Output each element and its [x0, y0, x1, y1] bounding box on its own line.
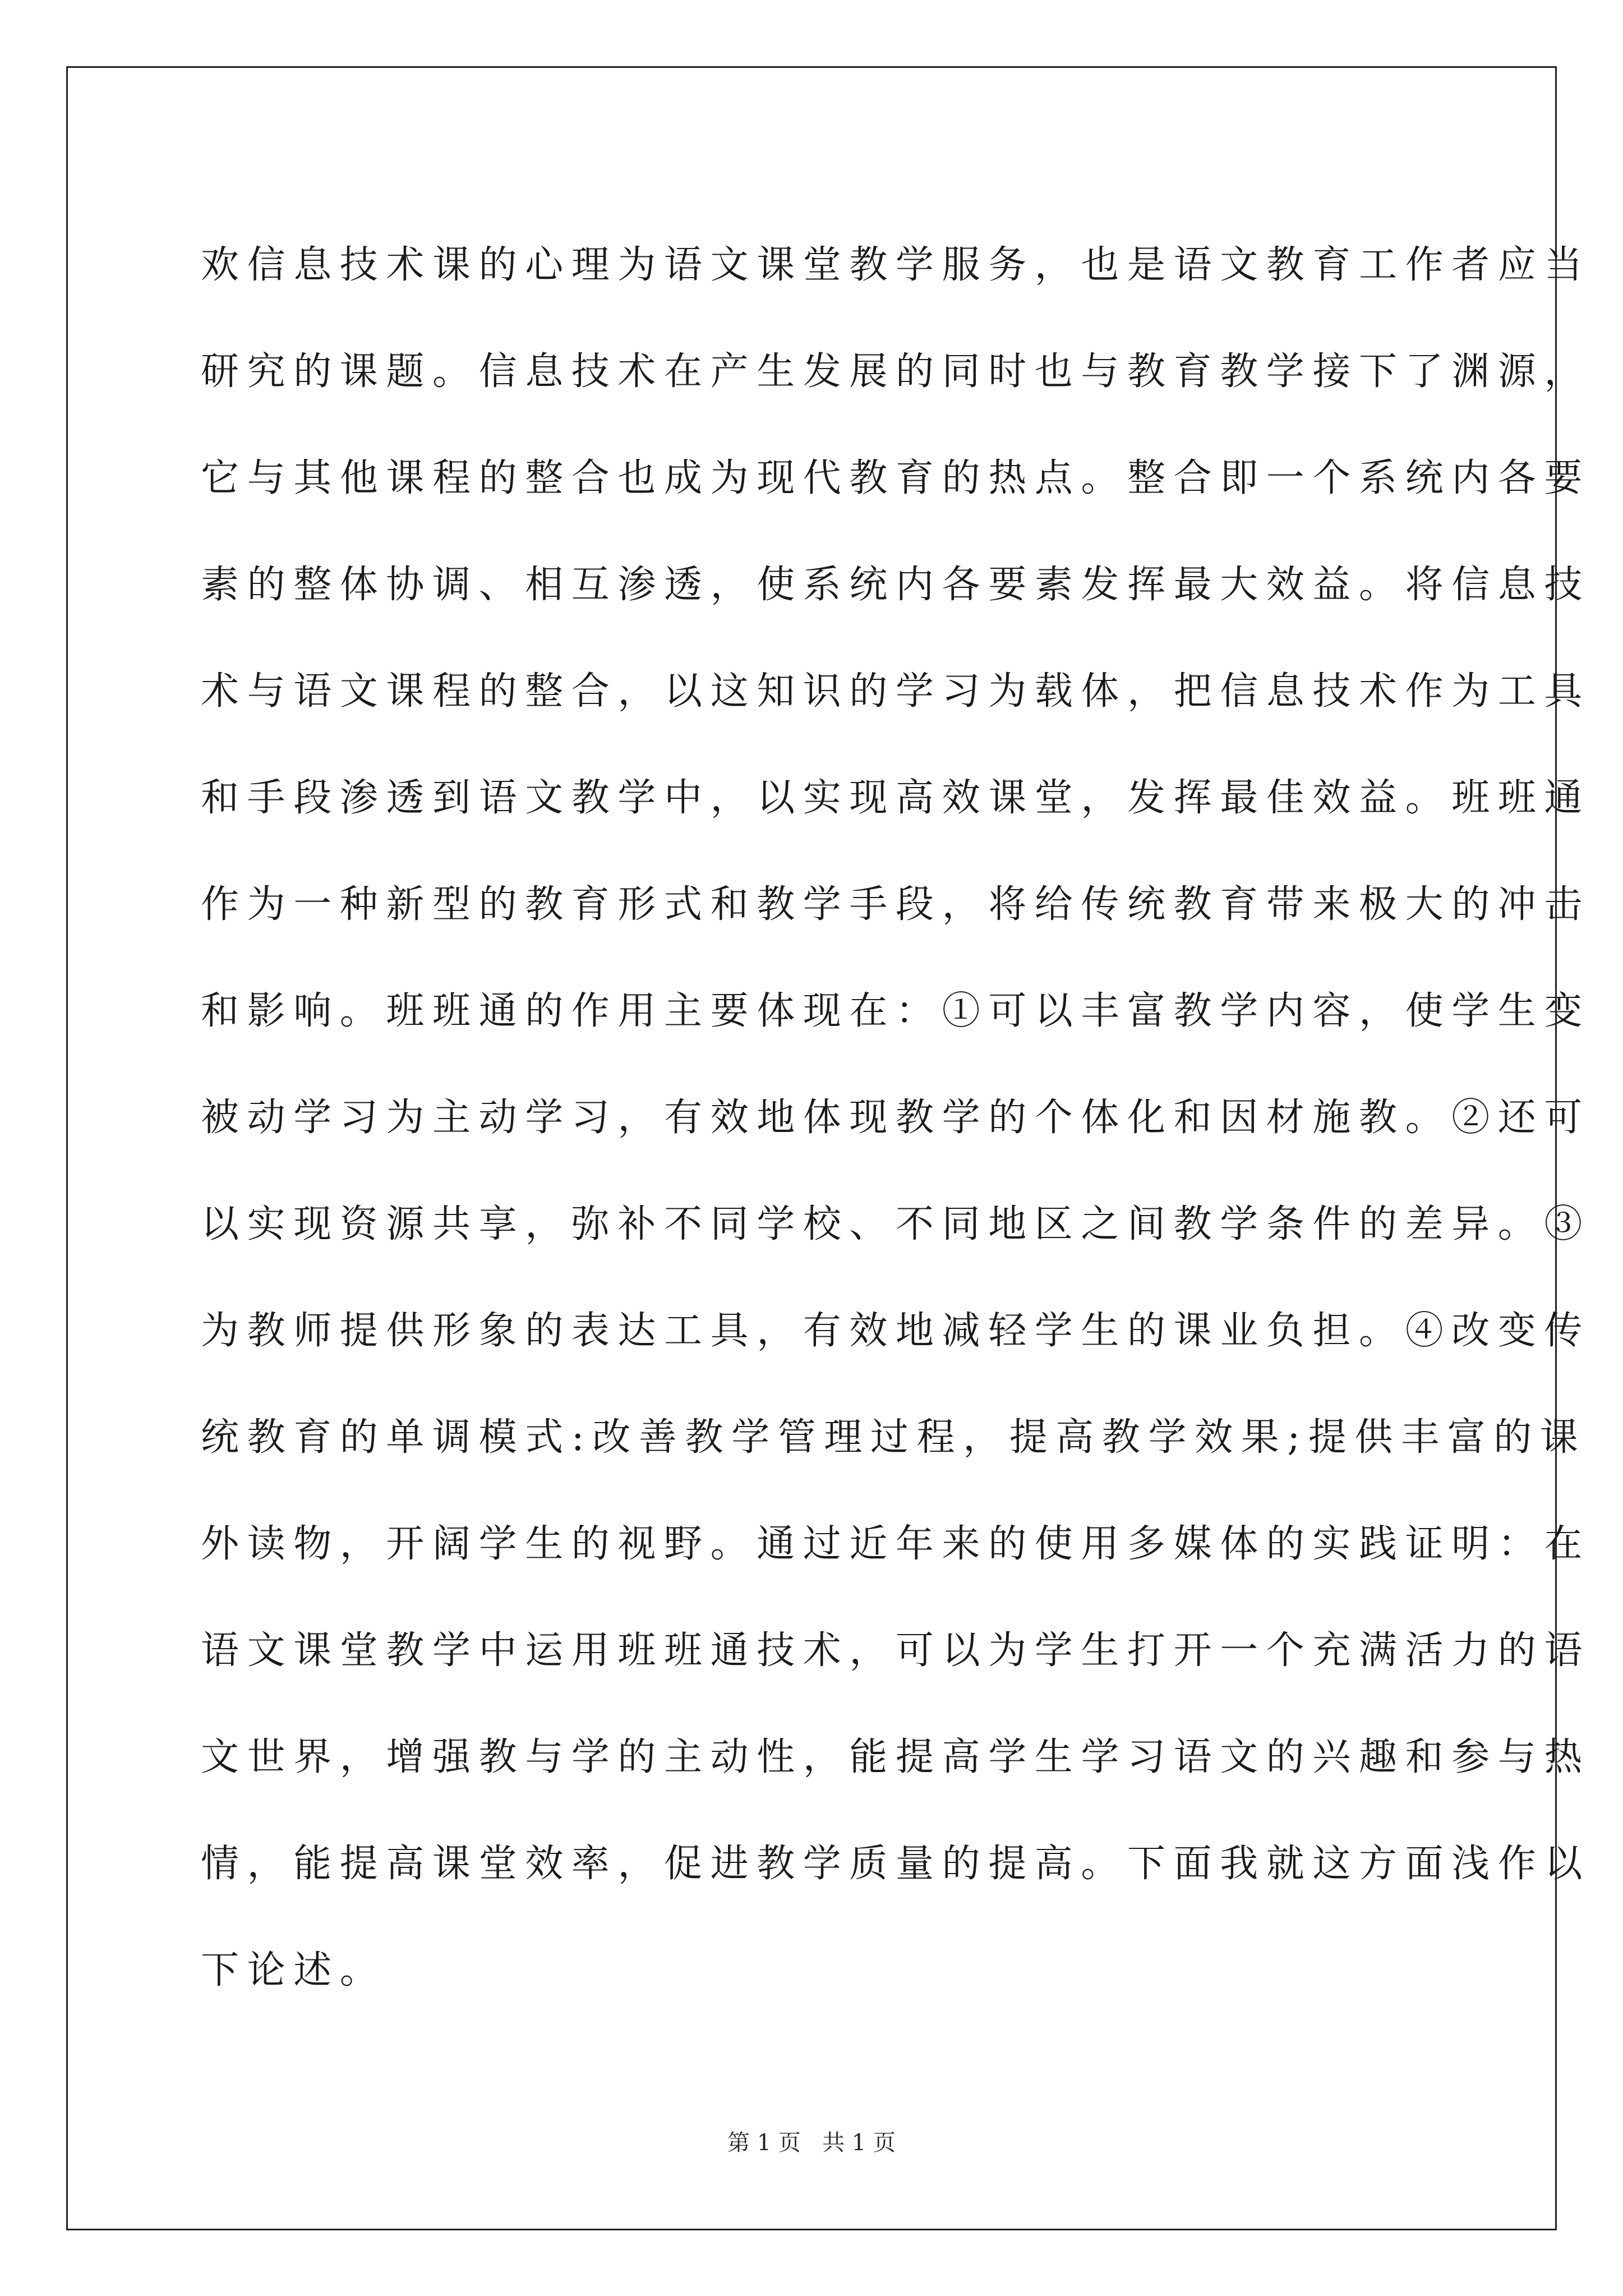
text-line: 它与其他课程的整合也成为现代教育的热点。整合即一个系统内各要 [201, 456, 1591, 500]
text-line: 被动学习为主动学习，有效地体现教学的个体化和因材施教。②还可 [201, 1096, 1591, 1140]
text-line: 情，能提高课堂效率，促进教学质量的提高。下面我就这方面浅作以 [201, 1842, 1591, 1886]
text-line: 术与语文课程的整合，以这知识的学习为载体，把信息技术作为工具 [201, 669, 1591, 714]
text-line: 外读物，开阔学生的视野。通过近年来的使用多媒体的实践证明：在 [201, 1522, 1591, 1566]
text-line: 为教师提供形象的表达工具，有效地减轻学生的课业负担。④改变传 [201, 1309, 1591, 1353]
text-line: 欢信息技术课的心理为语文课堂教学服务，也是语文教育工作者应当 [201, 243, 1591, 287]
text-line: 文世界，增强教与学的主动性，能提高学生学习语文的兴趣和参与热 [201, 1735, 1591, 1779]
text-line: 和影响。班班通的作用主要体现在：①可以丰富教学内容，使学生变 [201, 989, 1591, 1033]
text-line: 研究的课题。信息技术在产生发展的同时也与教育教学接下了渊源， [201, 349, 1591, 394]
document-body [201, 212, 1591, 2024]
text-line: 下论述。 [201, 1948, 386, 1993]
text-line: 以实现资源共享，弥补不同学校、不同地区之间教学条件的差异。③ [201, 1202, 1591, 1246]
text-line: 和手段渗透到语文教学中，以实现高效课堂，发挥最佳效益。班班通 [201, 776, 1591, 820]
text-line: 语文课堂教学中运用班班通技术，可以为学生打开一个充满活力的语 [201, 1628, 1591, 1673]
text-line: 统教育的单调模式:改善教学管理过程，提高教学效果;提供丰富的课 [201, 1415, 1587, 1460]
page-number-footer: 第 1 页 共 1 页 [727, 2130, 896, 2156]
text-line: 素的整体协调、相互渗透，使系统内各要素发挥最大效益。将信息技 [201, 563, 1591, 607]
text-line: 作为一种新型的教育形式和教学手段，将给传统教育带来极大的冲击 [201, 882, 1591, 927]
